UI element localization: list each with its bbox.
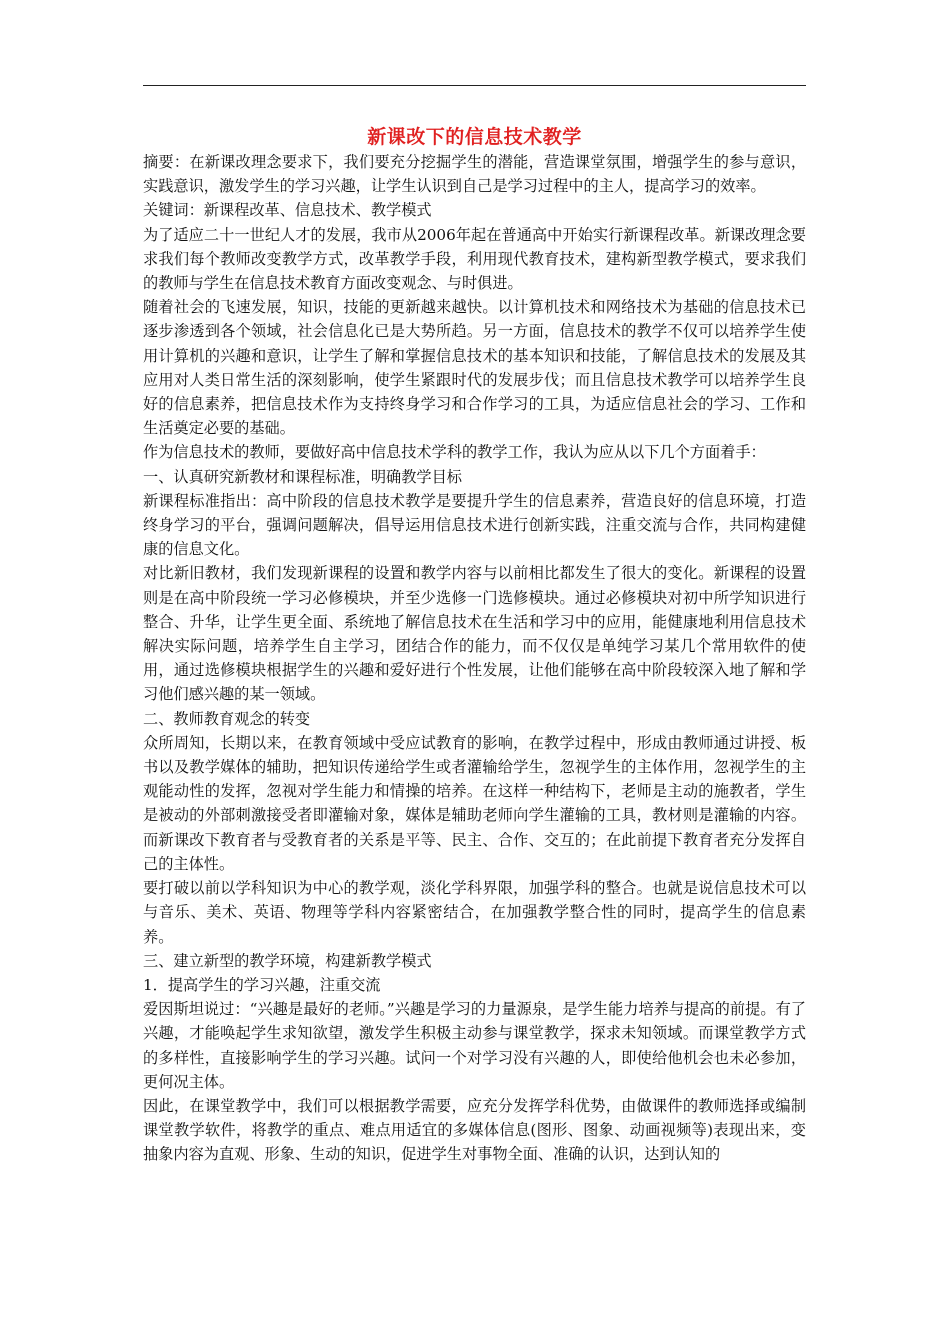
body-paragraph: 众所周知，长期以来，在教育领域中受应试教育的影响，在教学过程中，形成由教师通过讲授、板书以及教学媒体的辅助，把知识传递给学生或者灌输给学生，忽视学生的主体作用，忽视学生的主观能动性的发挥，忽视对学生能力和情操的培养。在这样一种结构下，老师是主动的施教者，学生是被动的外部刺激接受者即灌输对象，媒体是辅助老师向学生灌输的工具，教材则是灌输的内容。而新课改下教育者与受教育者的关系是平等、民主、合作、交互的；在此前提下教育者充分发挥自己的主体性。	[143, 733, 806, 873]
section-heading-3: 三、建立新型的教学环境，构建新教学模式	[143, 951, 432, 970]
subsection-heading-1: 1．提高学生的学习兴趣，注重交流	[143, 975, 381, 994]
body-paragraph: 新课程标准指出：高中阶段的信息技术教学是要提升学生的信息素养，营造良好的信息环境，打造终身学习的平台，强调问题解决，倡导运用信息技术进行创新实践，注重交流与合作，共同构建健康的信息文化。	[143, 491, 806, 559]
body-paragraph: 为了适应二十一世纪人才的发展，我市从2006年起在普通高中开始实行新课程改革。新课改理念要求我们每个教师改变教学方式，改革教学手段，利用现代教育技术，建构新型教学模式，要求我们的教师与学生在信息技术教育方面改变观念、与时俱进。	[143, 225, 806, 293]
header-rule	[143, 85, 806, 86]
body-paragraph: 爱因斯坦说过：“兴趣是最好的老师。”兴趣是学习的力量源泉，是学生能力培养与提高的前提。有了兴趣，才能唤起学生求知欲望，激发学生积极主动参与课堂教学，探求未知领域。而课堂教学方式的多样性，直接影响学生的学习兴趣。试问一个对学习没有兴趣的人，即使给他机会也未必参加，更何况主体。	[143, 1000, 806, 1091]
body-paragraph: 要打破以前以学科知识为中心的教学观，淡化学科界限，加强学科的整合。也就是说信息技术可以与音乐、美术、英语、物理等学科内容紧密结合，在加强教学整合性的同时，提高学生的信息素养。	[143, 879, 806, 946]
body-paragraph: 对比新旧教材，我们发现新课程的设置和教学内容与以前相比都发生了很大的变化。新课程的设置则是在高中阶段统一学习必修模块，并至少选修一门选修模块。通过必修模块对初中所学知识进行整合、升华，让学生更全面、系统地了解信息技术在生活和学习中的应用，能健康地利用信息技术解决实际问题，培养学生自主学习，团结合作的能力，而不仅仅是单纯学习某几个常用软件的使用，通过选修模块根据学生的兴趣和爱好进行个性发展，让他们能够在高中阶段较深入地了解和学习他们感兴趣的某一领域。	[143, 564, 806, 704]
abstract-paragraph: 摘要：在新课改理念要求下，我们要充分挖掘学生的潜能，营造课堂氛围，增强学生的参与意识，实践意识，激发学生的学习兴趣，让学生认识到自己是学习过程中的主人，提高学习的效率。	[143, 153, 806, 196]
body-paragraph: 作为信息技术的教师，要做好高中信息技术学科的教学工作，我认为应从以下几个方面着手：	[143, 443, 766, 462]
body-paragraph: 随着社会的飞速发展，知识，技能的更新越来越快。以计算机技术和网络技术为基础的信息技术已逐步渗透到各个领域，社会信息化已是大势所趋。另一方面，信息技术的教学不仅可以培养学生使用计算机的兴趣和意识，让学生了解和掌握信息技术的基本知识和技能，了解信息技术的发展及其应用对人类日常生活的深刻影响，使学生紧跟时代的发展步伐；而且信息技术教学可以培养学生良好的信息素养，把信息技术作为支持终身学习和合作学习的工具，为适应信息社会的学习、工作和生活奠定必要的基础。	[143, 298, 806, 438]
document-title: 新课改下的信息技术教学	[367, 126, 582, 148]
body-paragraph: 因此，在课堂教学中，我们可以根据教学需要，应充分发挥学科优势，由做课件的教师选择或编制课堂教学软件，将教学的重点、难点用适宜的多媒体信息(图形、图象、动画视频等)表现出来，变抽象内容为直观、形象、生动的知识，促进学生对事物全面、准确的认识，达到认知的	[143, 1096, 806, 1164]
section-heading-1: 一、认真研究新教材和课程标准，明确教学目标	[143, 467, 462, 486]
section-heading-2: 二、教师教育观念的转变	[143, 709, 311, 728]
document-body	[143, 150, 806, 1167]
keywords-line: 关键词：新课程改革、信息技术、教学模式	[143, 201, 432, 220]
